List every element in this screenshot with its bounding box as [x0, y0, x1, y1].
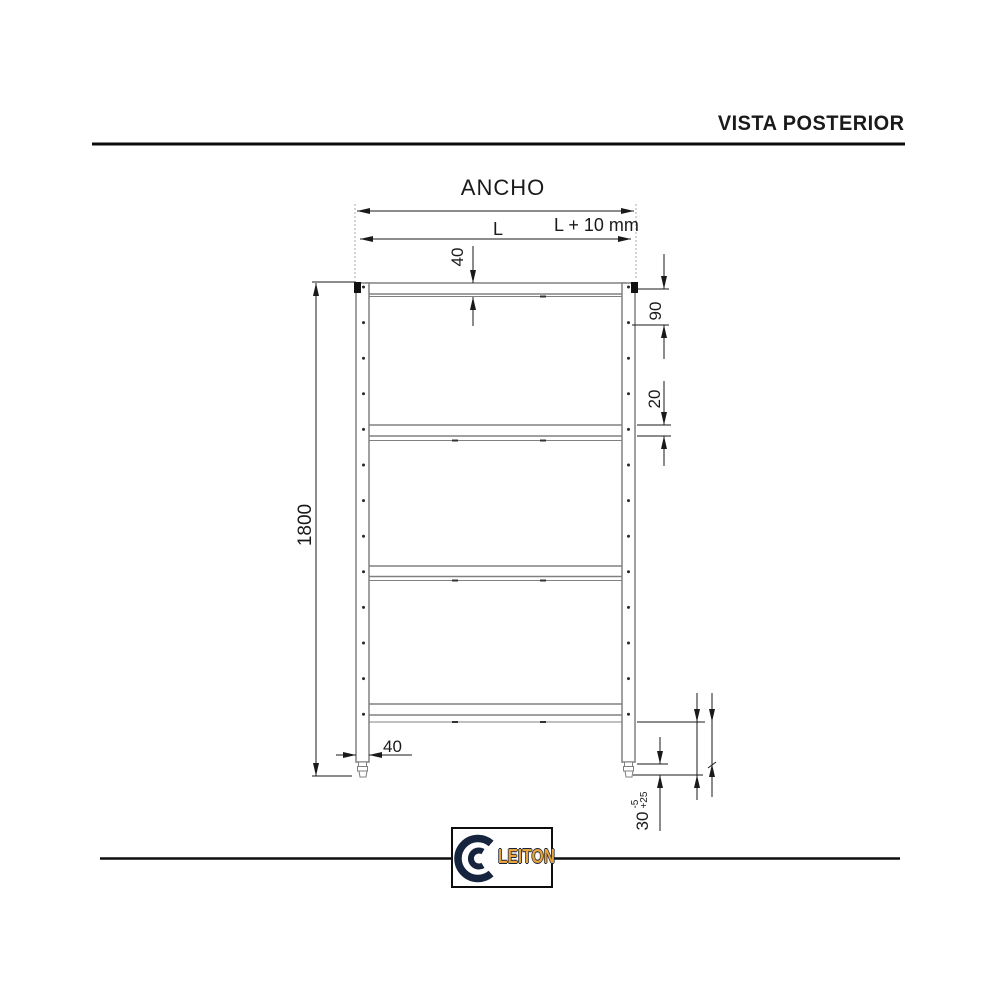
dim-label-l-plus-10: L + 10 mm — [554, 215, 639, 235]
right-post — [622, 283, 635, 762]
shelf-weld-marks — [452, 296, 546, 724]
dim-label-30 — [631, 786, 655, 836]
shelf-1 — [366, 283, 625, 294]
dim-1800 — [312, 282, 356, 776]
dim-label-20: 20 — [645, 389, 664, 409]
dim-ancho — [357, 208, 634, 214]
post-holes — [362, 286, 630, 716]
dim-label-1800: 1800 — [295, 503, 316, 547]
left-post — [356, 283, 369, 762]
right-foot — [624, 762, 634, 777]
shelf-2 — [366, 425, 625, 436]
dim-label-90: 90 — [646, 301, 665, 321]
logo-brand-text: LEITON — [498, 846, 555, 868]
left-foot — [358, 762, 368, 777]
dim-foot-range-outer — [637, 693, 705, 800]
dim-foot-range-inner — [708, 693, 716, 797]
dim-label-30-tol-lower: +25 — [639, 791, 650, 809]
leiton-c-logo-icon — [453, 829, 501, 887]
page-title: VISTA POSTERIOR — [718, 112, 905, 135]
dim-label-ancho: ANCHO — [460, 175, 546, 200]
dim-label-l: L — [493, 219, 504, 239]
dim-label-40-bottom: 40 — [383, 737, 402, 756]
shelf-3 — [366, 566, 625, 577]
shelf-4 — [366, 704, 625, 715]
company-logo — [451, 827, 553, 888]
shelving-unit — [356, 283, 635, 777]
left-post-cap — [354, 282, 361, 293]
right-post-cap — [631, 282, 638, 293]
dim-label-30-value: 30 — [633, 811, 652, 831]
dim-label-30-tol-upper: -5 — [630, 799, 641, 809]
dim-label-40-top: 40 — [448, 247, 467, 267]
